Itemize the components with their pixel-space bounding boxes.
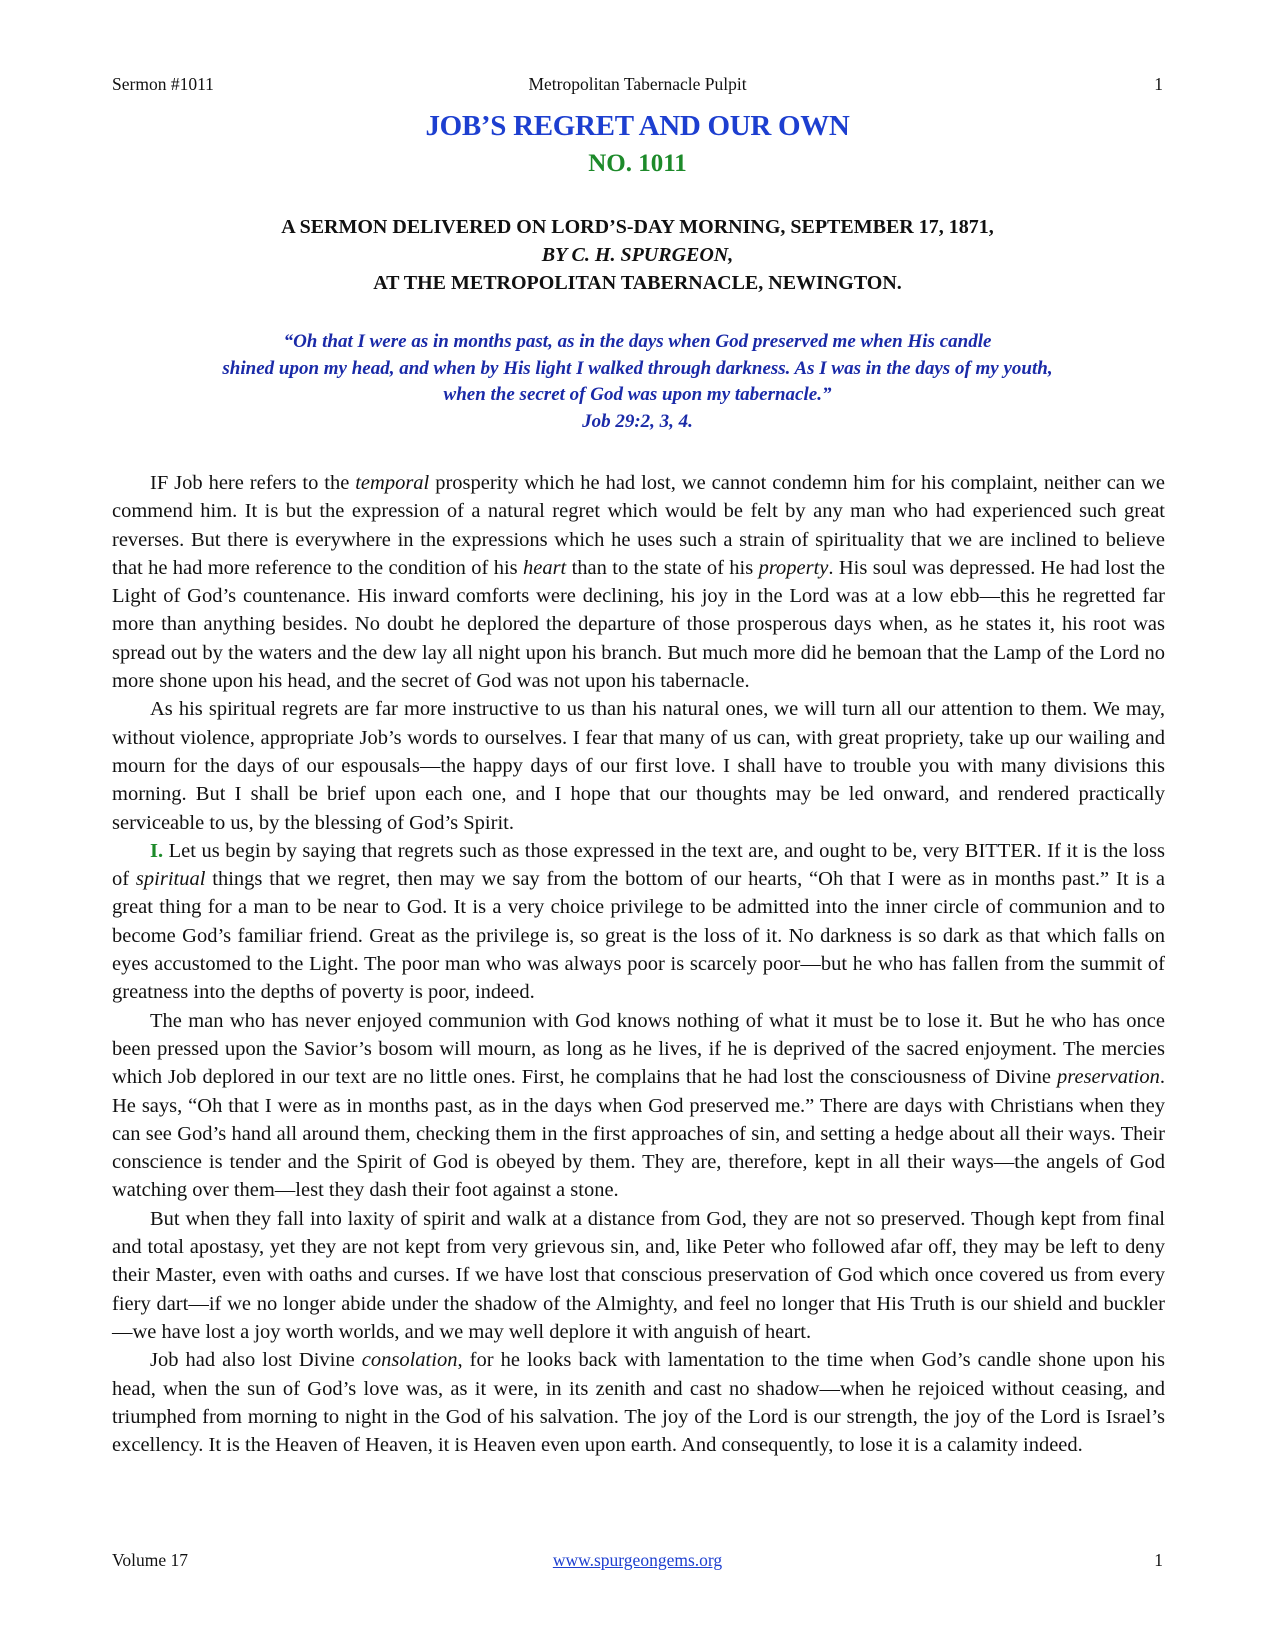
paragraph xyxy=(112,837,1165,1007)
preacher-line: BY C. H. SPURGEON, xyxy=(541,244,734,266)
sermon-number: NO. 1011 xyxy=(588,150,687,177)
text-run: . His soul was depressed. He had lost the Light of God’s countenance. His inward comforts were declining, his joy in the Lord was at a low ebb—this he regretted far more than anything besides. No doubt he deplored the departure of those prosperous days when, as he states it, his root was spread out by the waters and the dew lay all night upon his branch. But much more did he bemoan that the Lamp of the Lord no more shone upon his head, and the secret of God was not upon his tabernacle. xyxy=(112,556,1165,693)
scripture-line: “Oh that I were as in months past, as in the days when God preserved me when His candle xyxy=(283,331,992,352)
delivery-info xyxy=(0,213,1275,297)
delivery-line: A SERMON DELIVERED ON LORD’S-DAY MORNING, SEPTEMBER 17, 1871, xyxy=(281,216,994,238)
emphasis: spiritual xyxy=(135,868,206,891)
section-numeral: I. xyxy=(150,839,164,862)
emphasis: property xyxy=(758,556,829,579)
paragraph xyxy=(112,1007,1165,1205)
page-number-top: 1 xyxy=(1154,74,1163,94)
text-run: IF Job here refers to the xyxy=(150,472,356,494)
text-run: , for he looks back with lamentation to the time when God’s candle shone upon his head, when the sun of God’s love was, as it were, in its zenith and cast no shadow—when he rejoiced without ceasing, and triumphed from morning to night in the God of his salvation. The joy of the Lord is our strength, the joy of the Lord is Israel’s excellency. It is the Heaven of Heaven, it is Heaven even upon earth. And consequently, to lose it is a calamity indeed. xyxy=(112,1349,1165,1457)
paragraph: But when they fall into laxity of spirit and walk at a distance from God, they are not so preserved. Though kept from final and total apostasy, yet they are not kept from very grievous sin, and, like Peter who followed afar off, they may be left to deny their Master, even with oaths and curses. If we have lost that conscious preservation of God which once covered us from every fiery dart—if we no longer abide under the shadow of the Almighty, and feel no longer that His Truth is our shield and buckler—we have lost a joy worth worlds, and we may well deplore it with anguish of heart. xyxy=(112,1207,1165,1343)
page-footer xyxy=(112,1550,1163,1576)
sermon-title: JOB’S REGRET AND OUR OWN xyxy=(425,110,850,142)
publication-name: Metropolitan Tabernacle Pulpit xyxy=(528,74,747,94)
emphasis: preservation xyxy=(1057,1066,1160,1089)
paragraph: As his spiritual regrets are far more instructive to us than his natural ones, we will turn all our attention to them. We may, without violence, appropriate Job’s words to ourselves. I fear that many of us can, with great propriety, take up our wailing and mourn for the days of our espousals—the happy days of our first love. I shall have to trouble you with many divisions this morning. But I shall be brief upon each one, and I hope that our thoughts may be led onward, and rendered practically serviceable to us, by the blessing of God’s Spirit. xyxy=(112,698,1165,834)
scripture-line: shined upon my head, and when by His light I walked through darkness. As I was in the days of my youth, xyxy=(222,357,1053,379)
sermon-body xyxy=(112,469,1165,1459)
sermon-number-label: Sermon #1011 xyxy=(112,74,214,94)
emphasis: temporal xyxy=(355,472,430,494)
volume-label: Volume 17 xyxy=(112,1550,188,1570)
website-link[interactable]: www.spurgeongems.org xyxy=(552,1550,723,1570)
paragraph xyxy=(112,1346,1165,1459)
text-run: prosperity which he had lost, we cannot condemn him for his complaint, neither can we commend him. It is but the expression of a natural regret which would be felt by any man who had experienced such great reverses. But there is everywhere in the expressions which he uses such a strain of spirituality that we are inclined to believe that he had more reference to the condition of his xyxy=(112,472,1165,579)
emphasis: heart xyxy=(522,556,567,579)
text-run: things that we regret, then may we say from the bottom of our hearts, “Oh that I were as in months past.” It is a great thing for a man to be near to God. It is a very choice privilege to be admitted into the inner circle of communion and to become God’s familiar friend. Great as the privilege is, so great is the loss of it. No darkness is so dark as that which falls on eyes accustomed to the Light. The poor man who was always poor is scarcely poor—but he who has fallen from the summit of greatness into the depths of poverty is poor, indeed. xyxy=(112,868,1165,1004)
footer-center xyxy=(112,1550,1163,1571)
page-number-bottom: 1 xyxy=(1154,1550,1163,1570)
text-run: Job had also lost Divine xyxy=(150,1349,362,1372)
text-run: Let us begin by saying that regrets such as those expressed in the text are, and ought to be, very BITTER. If it is the loss of xyxy=(112,839,1165,891)
page-header xyxy=(112,74,1163,100)
text-run: . He says, “Oh that I were as in months past, as in the days when God preserved me.” There are days with Christians when they can see God’s hand all around them, checking them in the first approaches of sin, and setting a hedge about all their ways. Their conscience is tender and the Spirit of God is obeyed by them. They are, therefore, kept in all their ways—the angels of God watching over them—lest they dash their foot against a stone. xyxy=(112,1066,1165,1202)
text-run: The man who has never enjoyed communion with God knows nothing of what it must be to lose it. But he who has once been pressed upon the Savior’s bosom will mourn, as long as he lives, if he is deprived of the sacred enjoyment. The mercies which Job deplored in our text are no little ones. First, he complains that he had lost the consciousness of Divine xyxy=(112,1009,1165,1089)
location-line: AT THE METROPOLITAN TABERNACLE, NEWINGTON. xyxy=(373,272,902,294)
text-run: than to the state of his xyxy=(566,556,759,579)
scripture-text xyxy=(0,329,1275,435)
scripture-reference: Job 29:2, 3, 4. xyxy=(582,410,693,432)
emphasis: consolation xyxy=(361,1349,458,1372)
scripture-line: when the secret of God was upon my tabernacle.” xyxy=(443,384,832,405)
paragraph xyxy=(112,469,1165,695)
